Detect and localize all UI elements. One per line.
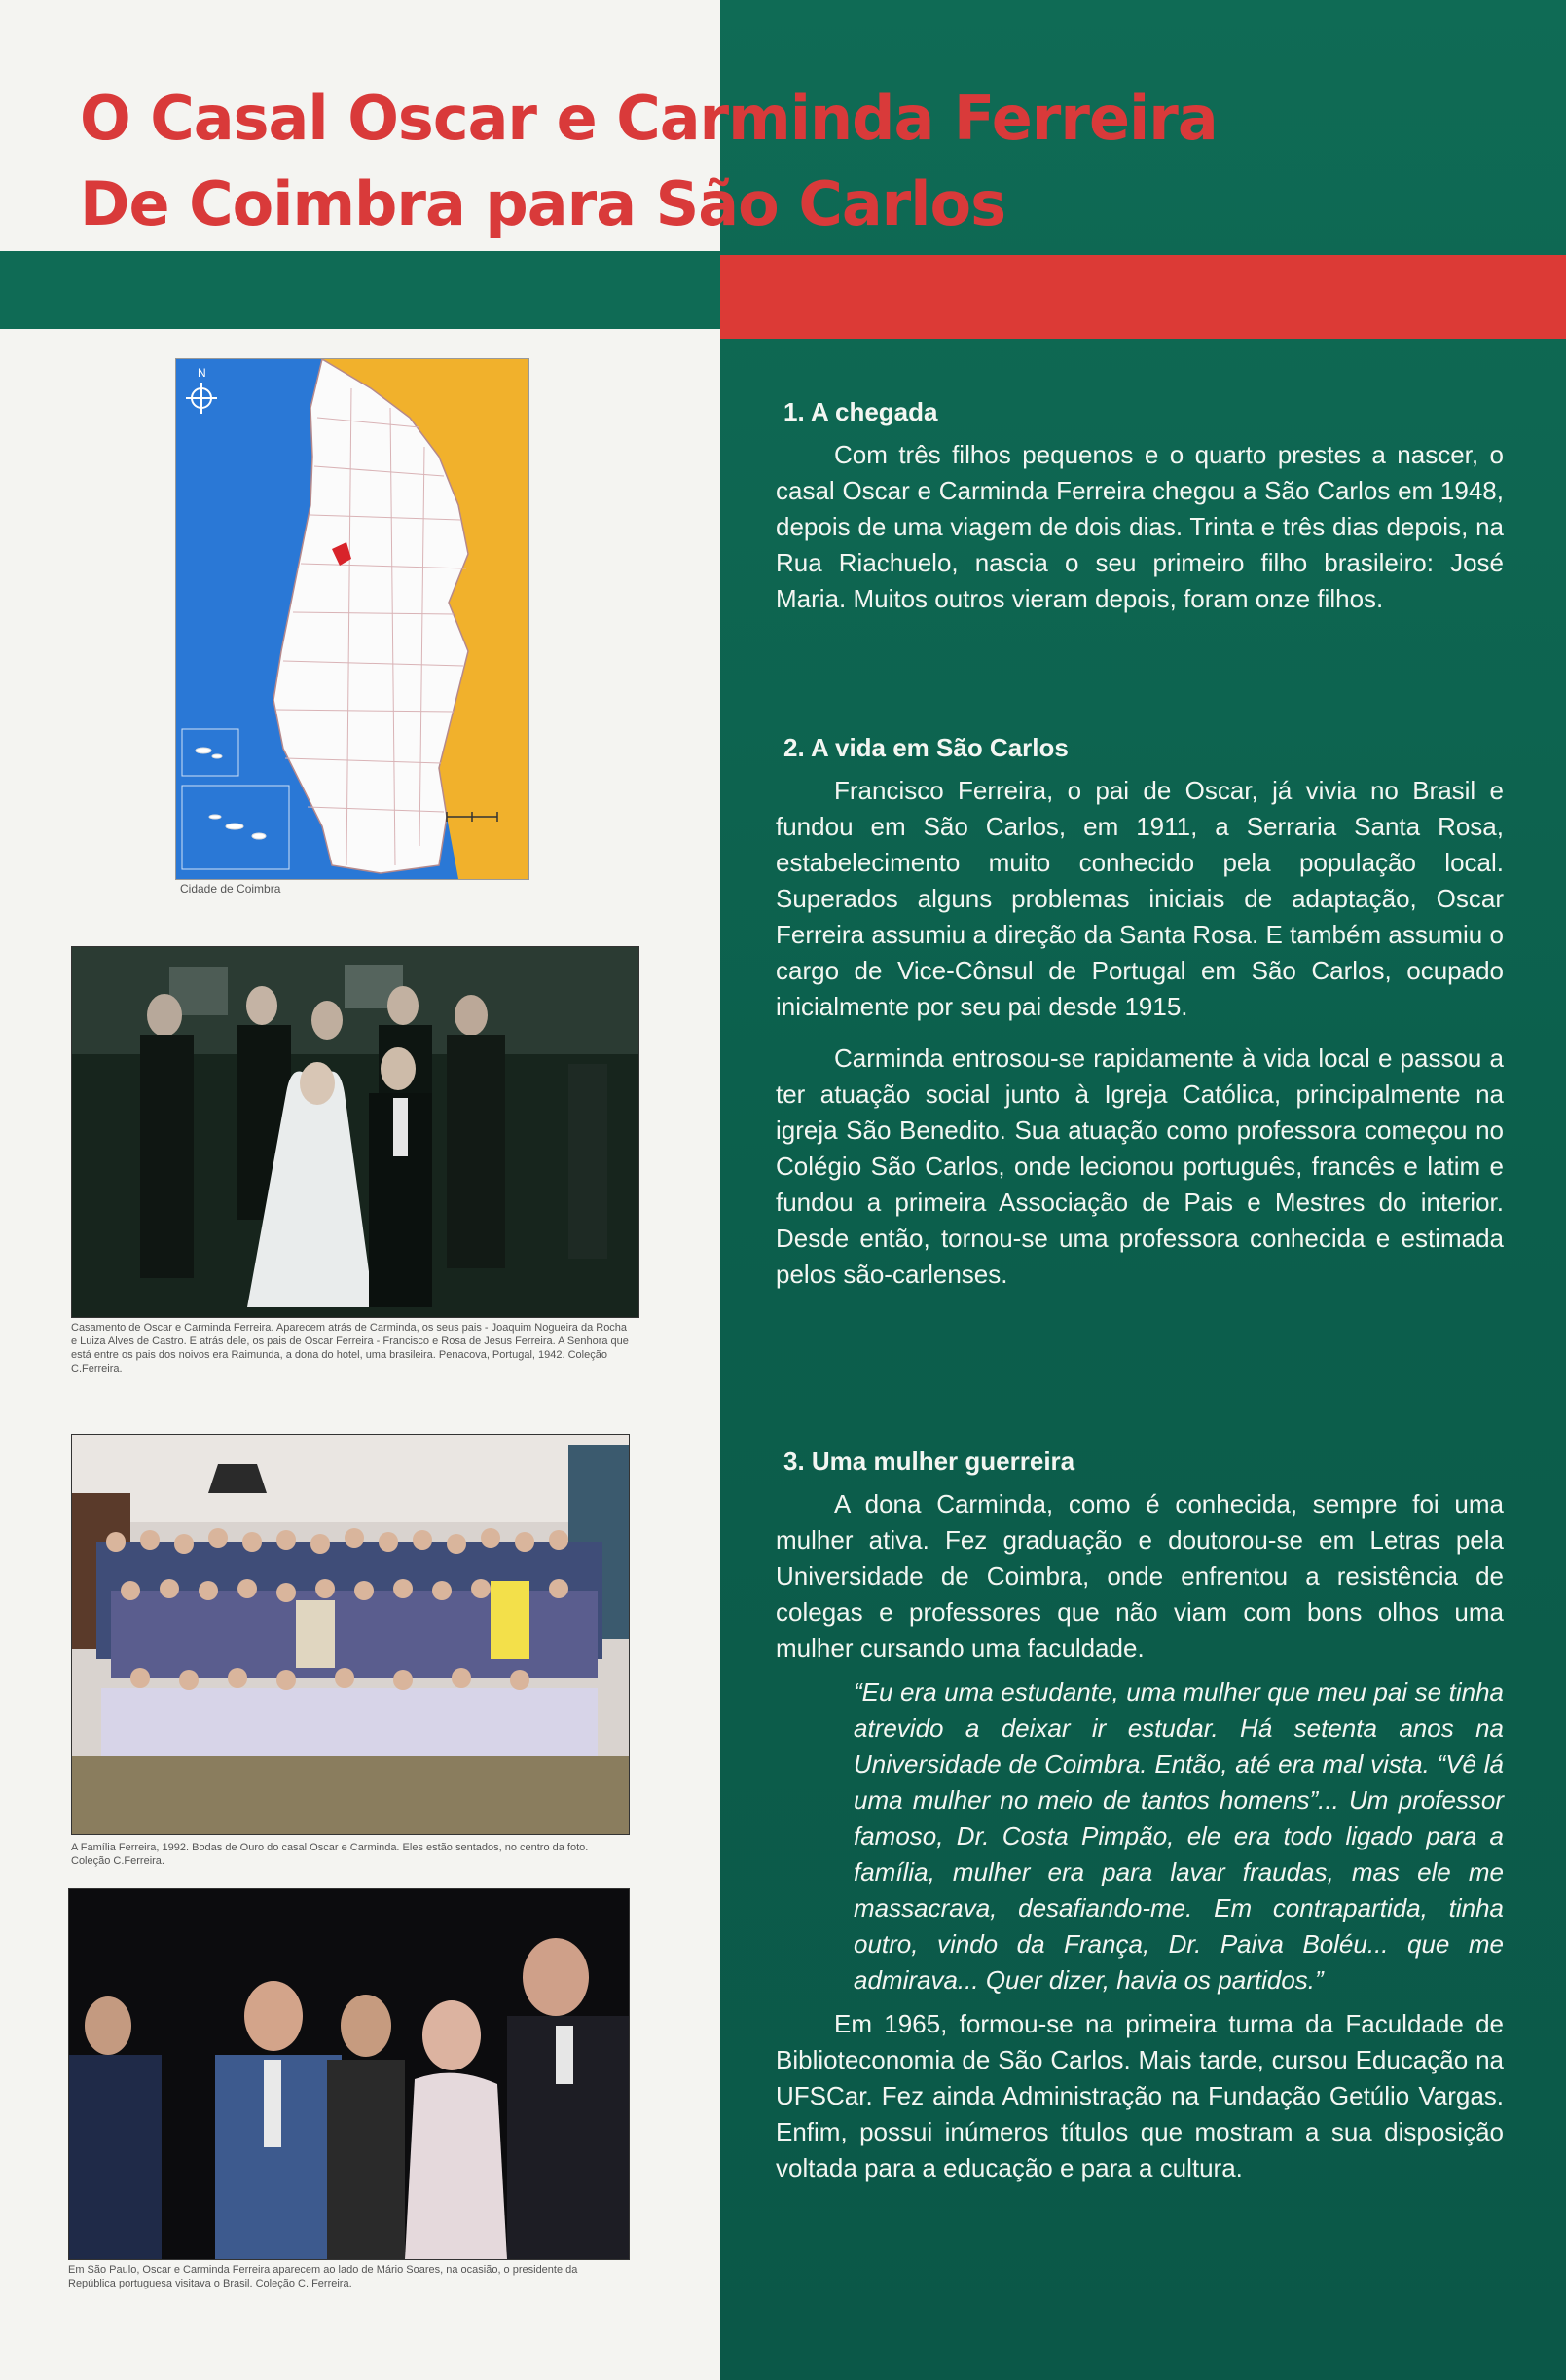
title-line-1: O Casal Oscar e Carminda Ferreira [80,83,1218,154]
section-heading: 2. A vida em São Carlos [783,733,1069,762]
paragraph: Com três filhos pequenos e o quarto prestes a nascer, o casal Oscar e Carminda Ferreira chegou a São Carlos em 1948, depois de uma viagem de dois dias. Trinta e três dias depois, na Rua Riachuelo, nascia o seu primeiro filho brasileiro: José Maria. Muitos outros vieram depois, foram onze filhos. [776,440,1504,613]
paragraph: Carminda entrosou-se rapidamente à vida local e passou a ter atuação social junto à Igreja Católica, principalmente na igreja São Benedito. Sua atuação como professora começou no Colégio São Carlos, onde lecionou português, francês e latim e fundou a primeira Associação de Pais e Mestres do interior. Desde então, tornou-se uma professora conhecida e estimada pelos são-carlenses. [776,1044,1504,1289]
president-caption: Em São Paulo, Oscar e Carminda Ferreira aparecem ao lado de Mário Soares, na ocasião, o presidente da República portuguesa visitava o Brasil. Coleção C. Ferreira. [68,2264,578,2289]
section-chegada [774,394,1504,617]
green-band [0,251,720,329]
red-band [720,255,1566,339]
section-vida [774,730,1504,1293]
section-heading: 1. A chegada [783,397,938,426]
quote: “Eu era uma estudante, uma mulher que meu pai se tinha atrevido a deixar ir estudar. Há setenta anos na Universidade de Coimbra. Então, até era mal vista. “Vê lá uma mulher no meio de tantos homens”... Um professor famoso, Dr. Costa Pimpão, ele era todo ligado para a família, mulher era para lavar fraudas, mas ele me massacrava, desafiando-me. Em contrapartida, tinha outro, vindo da França, Dr. Paiva Boléu... que me admirava... Quer dizer, havia os partidos.” [854,1677,1504,1995]
portugal-map [175,358,529,880]
north-label: N [198,366,206,380]
map-caption: Cidade de Coimbra [180,882,281,896]
family-caption: A Família Ferreira, 1992. Bodas de Ouro do casal Oscar e Carminda. Eles estão sentados, no centro da foto. Coleção C.Ferreira. [71,1842,589,1867]
page-title [80,76,1218,247]
paragraph: A dona Carminda, como é conhecida, sempre foi uma mulher ativa. Fez graduação e doutorou-se em Letras pela Universidade de Coimbra, onde enfrentou a resistência de colegas e professores que não viam com bons olhos uma mulher cursando uma faculdade. [776,1489,1504,1663]
section-guerreira [774,1444,1504,2186]
paragraph: Francisco Ferreira, o pai de Oscar, já vivia no Brasil e fundou em São Carlos, em 1911, a Serraria Santa Rosa, estabelecimento muito conhecido pela população local. Superados alguns problemas iniciais de adaptação, Oscar Ferreira assumiu a direção da Santa Rosa. E também assumiu o cargo de Vice-Cônsul de Portugal em São Carlos, ocupado inicialmente por seu pai desde 1915. [776,776,1504,1021]
paragraph: Em 1965, formou-se na primeira turma da Faculdade de Biblioteconomia de São Carlos. Mais tarde, cursou Educação na UFSCar. Fez ainda Administração na Fundação Getúlio Vargas. Enfim, possui inúmeros títulos que mostram a sua disposição voltada para a educação e para a cultura. [776,2009,1504,2182]
title-line-2: De Coimbra para São Carlos [80,168,1005,239]
family-photo [71,1434,630,1835]
wedding-photo [71,946,639,1318]
president-photo [68,1888,630,2260]
wedding-caption: Casamento de Oscar e Carminda Ferreira. Aparecem atrás de Carminda, os seus pais - Joaquim Nogueira da Rocha e Luiza Alves de Castro. E atrás dele, os pais de Oscar Ferreira - Francisco e Rosa de Jesus Ferreira. A Senhora que está entre os pais dos noivos era Raimunda, a dona do hotel, uma brasileira. Penacova, Portugal, 1942. Coleção C.Ferreira. [71,1322,629,1374]
section-heading: 3. Uma mulher guerreira [783,1446,1075,1476]
